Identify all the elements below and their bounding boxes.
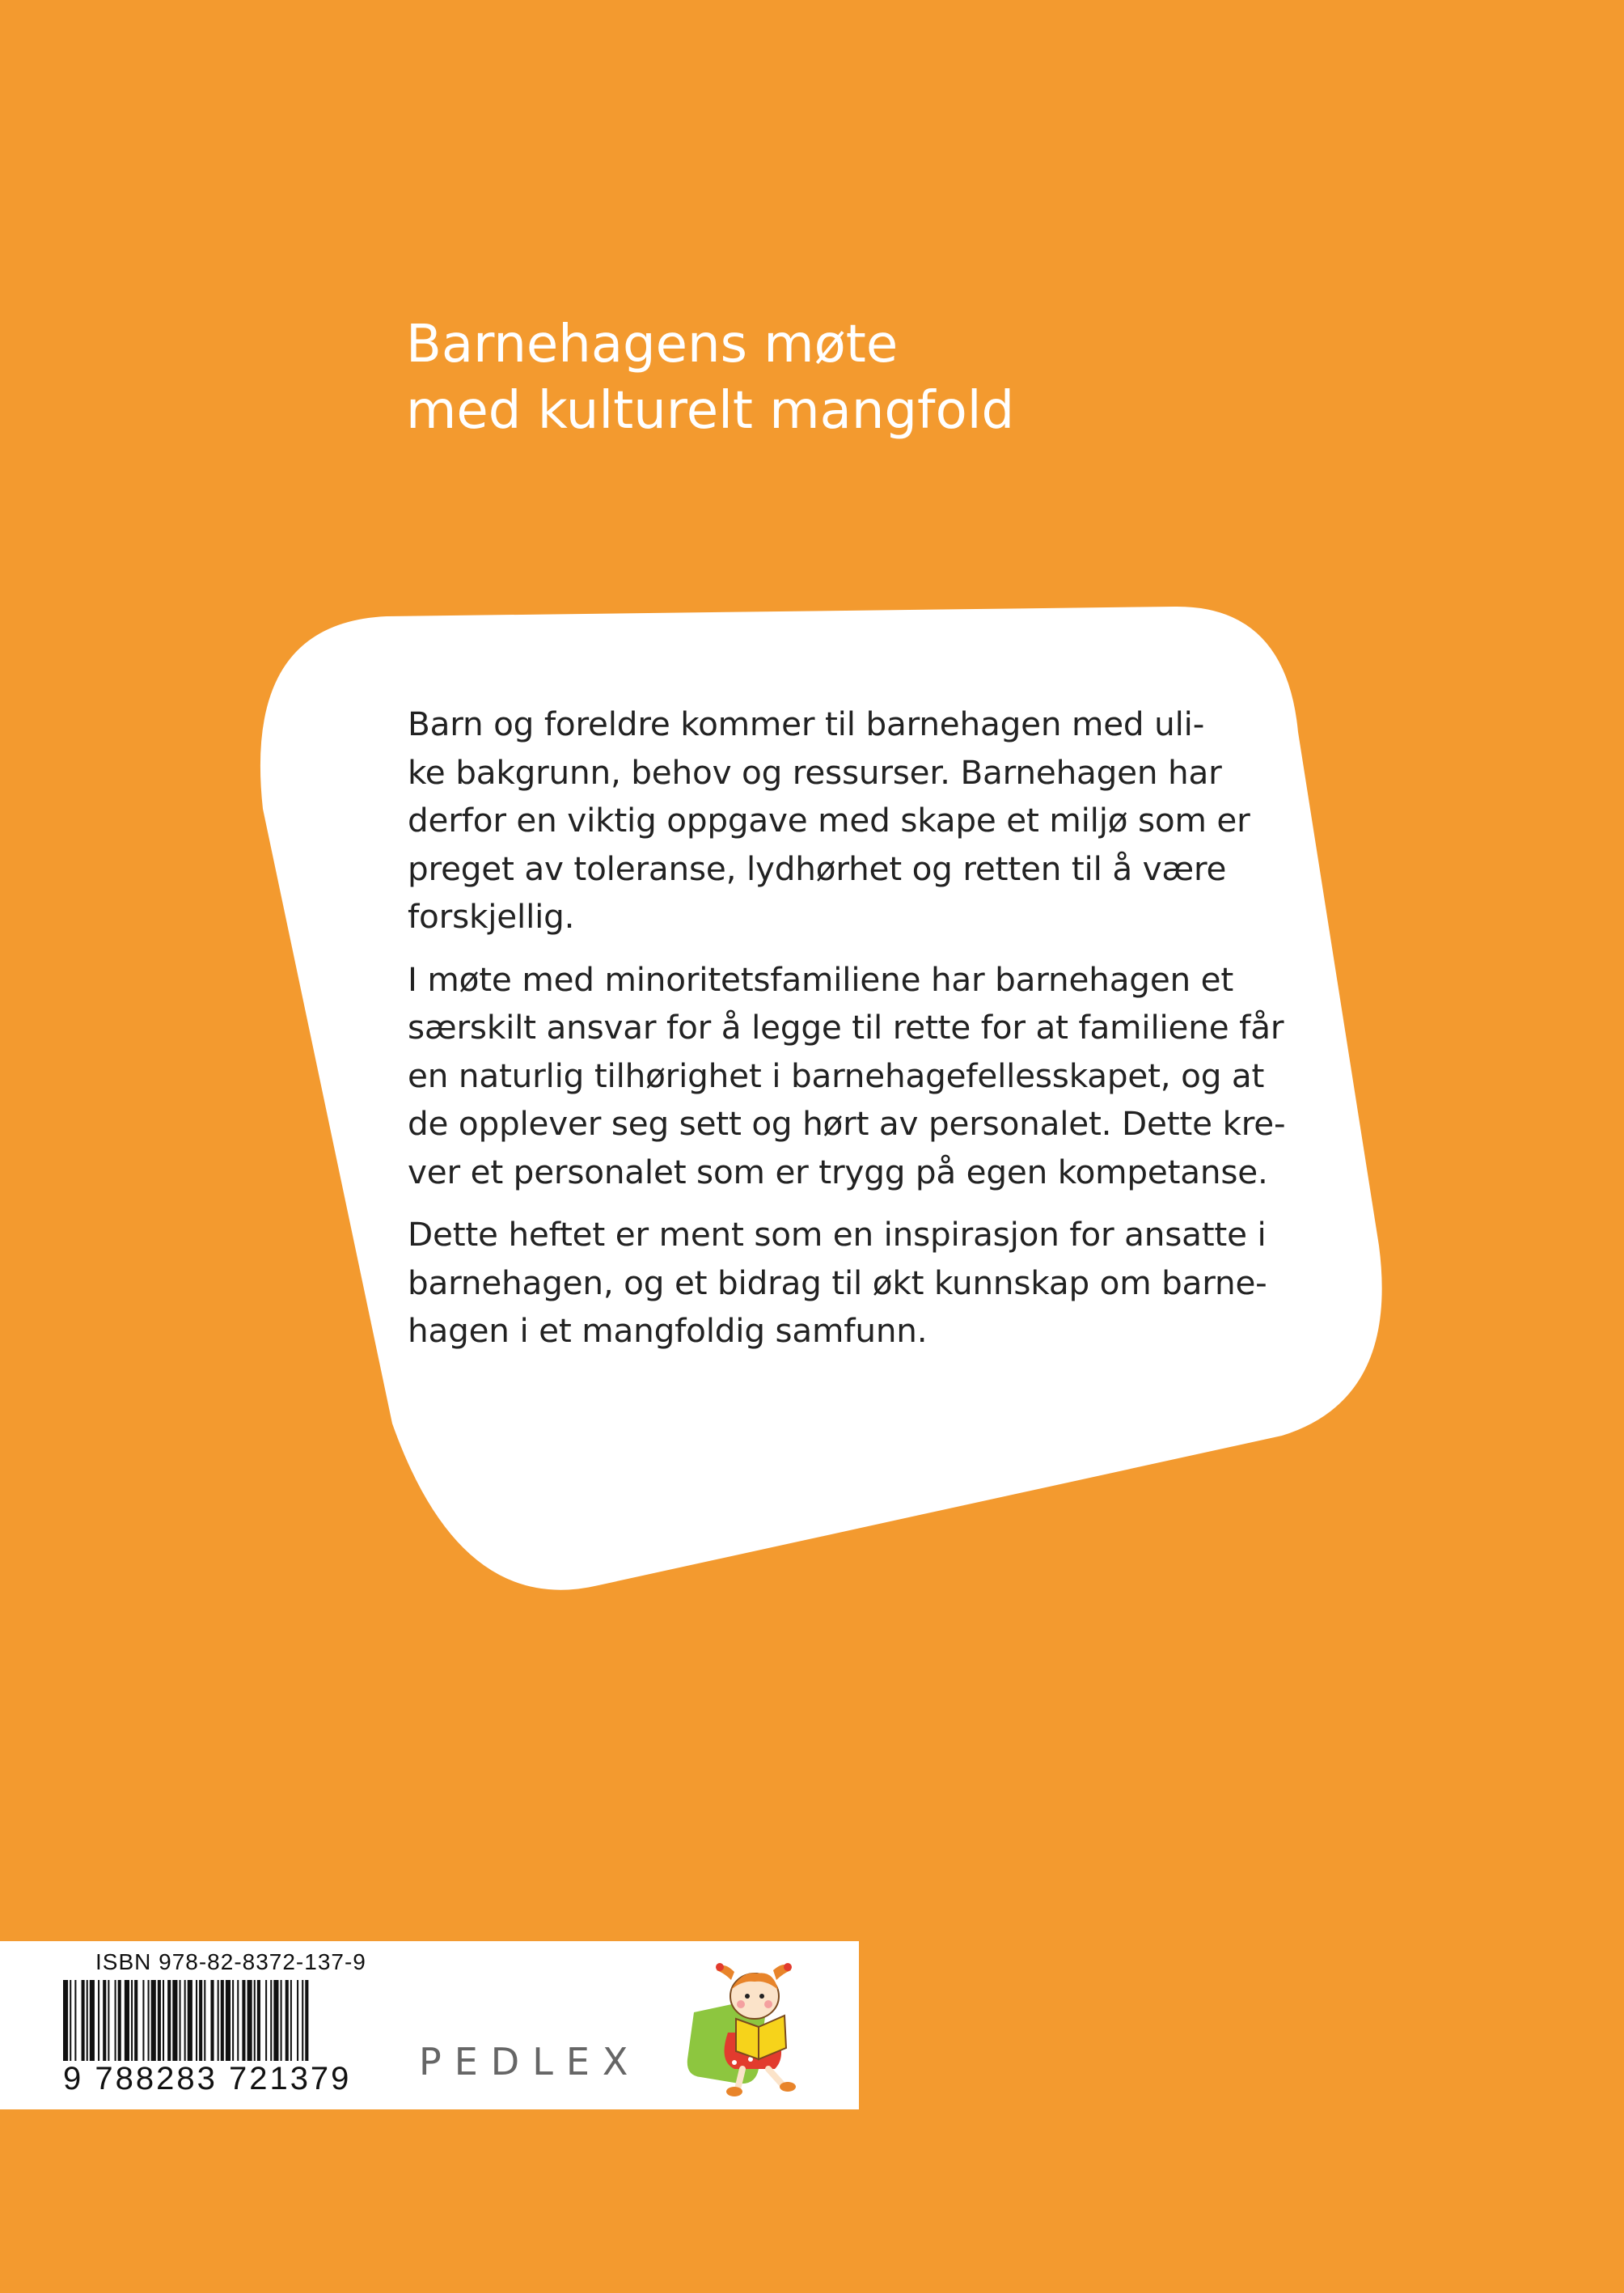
blurb-line: en naturlig tilhørighet i barnehagefellesskapet, og at: [408, 1056, 1265, 1095]
blurb-line: særskilt ansvar for å legge til rette for at familiene får: [408, 1008, 1284, 1047]
blurb-paragraph-2: [408, 956, 1286, 1197]
cover-title-line-1: Barnehagens møte: [406, 315, 899, 374]
blurb-line: Dette heftet er ment som en inspirasjon for ansatte i: [408, 1215, 1267, 1254]
pedlex-mascot-icon: [678, 1956, 815, 2101]
blurb-line: barnehagen, og et bidrag til økt kunnskap om barne-: [408, 1263, 1267, 1302]
blurb-line: derfor en viktig oppgave med skape et miljø som er: [408, 801, 1250, 840]
blurb-line: Barn og foreldre kommer til barnehagen med uli-: [408, 704, 1205, 743]
blurb-line: de opplever seg sett og hørt av personalet. Dette kre-: [408, 1104, 1286, 1143]
barcode-icon: [63, 1980, 369, 2069]
back-cover-blurb: [408, 700, 1286, 1370]
blurb-line: ver et personalet som er trygg på egen kompetanse.: [408, 1152, 1268, 1191]
blurb-line: ke bakgrunn, behov og ressurser. Barnehagen har: [408, 752, 1222, 792]
blurb-line: I møte med minoritetsfamiliene har barnehagen et: [408, 959, 1234, 999]
barcode-digits: 9 788283 721379: [63, 2061, 352, 2096]
isbn-label: ISBN 978-82-8372-137-9: [95, 1949, 366, 1974]
publisher-name: PEDLEX: [419, 2040, 641, 2084]
cover-title-line-2: med kulturelt mangfold: [406, 381, 1015, 441]
blurb-paragraph-3: [408, 1211, 1281, 1356]
blurb-line: hagen i et mangfoldig samfunn.: [408, 1311, 928, 1350]
blurb-line: preget av toleranse, lydhørhet og retten til å være: [408, 848, 1227, 888]
blurb-line: forskjellig.: [408, 897, 575, 936]
blurb-paragraph-1: [408, 700, 1281, 941]
